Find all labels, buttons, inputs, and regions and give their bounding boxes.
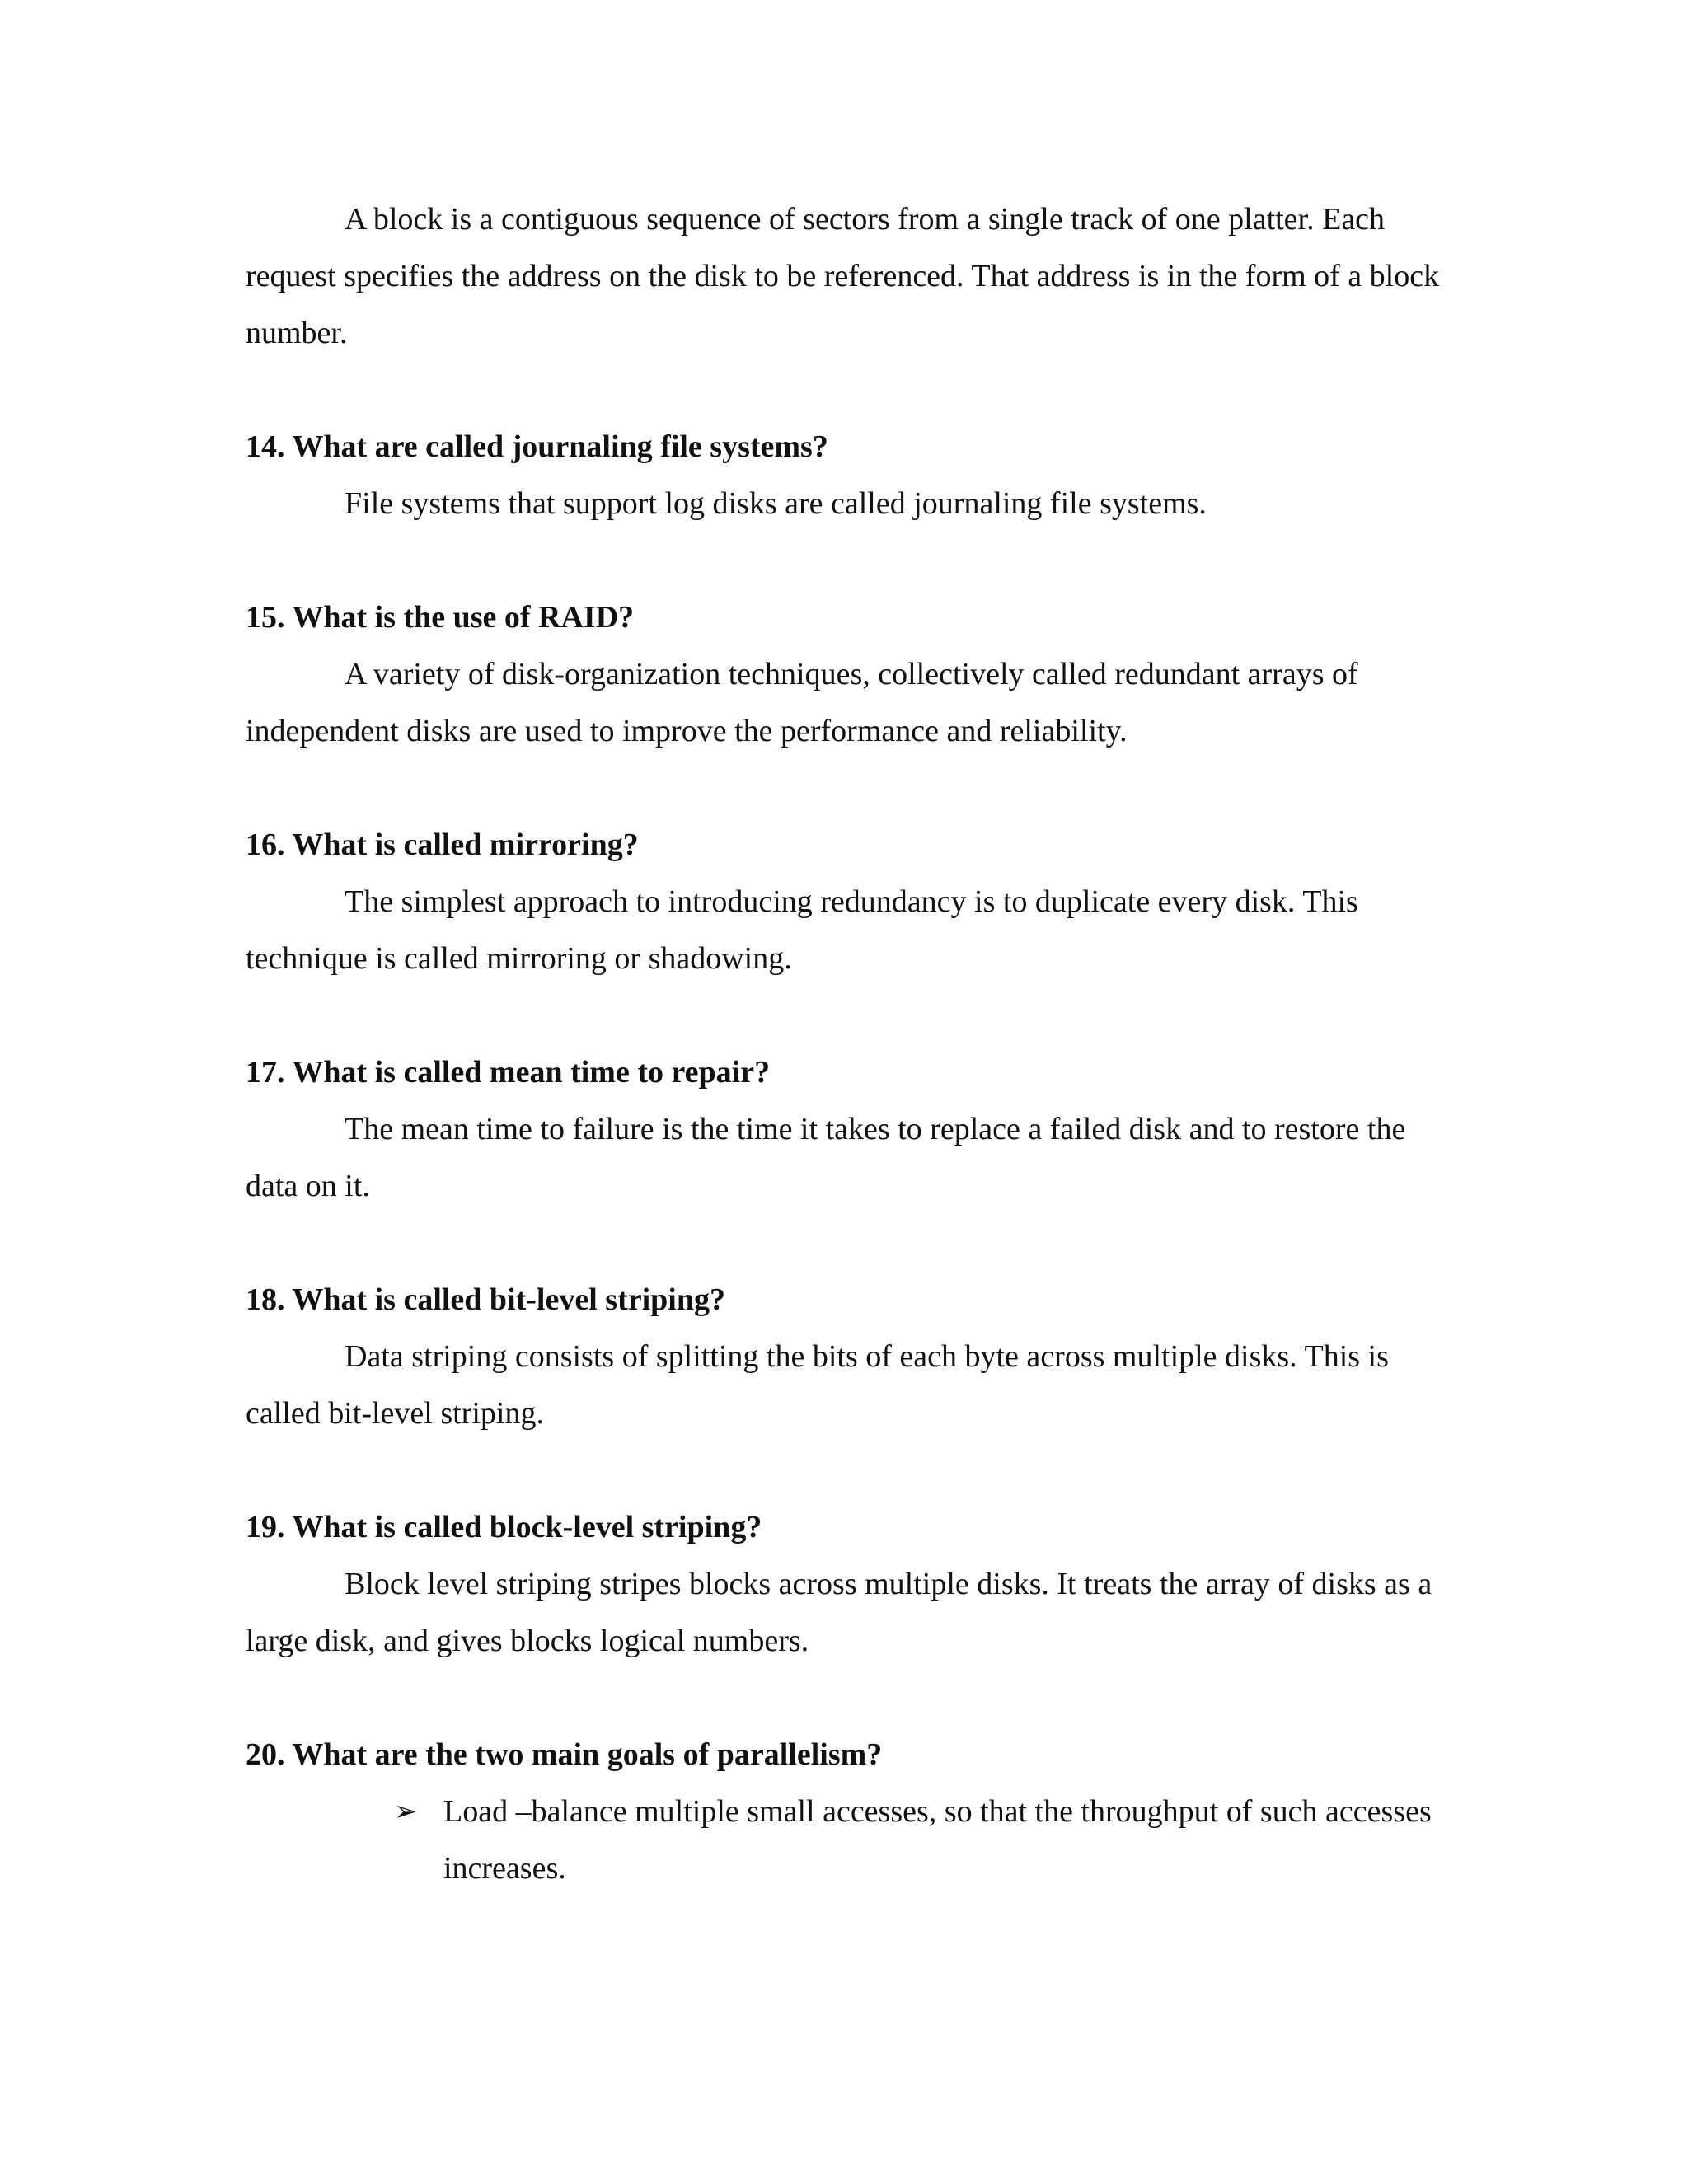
answer-15: A variety of disk-organization techniques, collectively called redundant arrays of independent disks are used to improve the performance and reliability. <box>246 657 1358 748</box>
question-20: 20. What are the two main goals of parallelism? <box>246 1737 883 1772</box>
question-18: 18. What is called bit-level striping? <box>246 1282 725 1317</box>
question-15: 15. What is the use of RAID? <box>246 600 635 635</box>
spacer <box>246 1670 1449 1727</box>
question-16: 16. What is called mirroring? <box>246 827 639 862</box>
bullet-text: Load –balance multiple small accesses, so that the throughput of such accesses increases. <box>443 1794 1432 1886</box>
answer-20-list <box>246 1783 1449 1897</box>
arrow-bullet-icon: ➢ <box>394 1797 418 1827</box>
spacer <box>246 362 1449 419</box>
spacer <box>246 760 1449 817</box>
spacer <box>246 532 1449 589</box>
question-17: 17. What is called mean time to repair? <box>246 1055 771 1090</box>
answer-14: File systems that support log disks are called journaling file systems. <box>345 486 1207 521</box>
question-19: 19. What is called block-level striping? <box>246 1510 762 1544</box>
spacer <box>246 987 1449 1044</box>
answer-18: Data striping consists of splitting the bits of each byte across multiple disks. This is called bit-level striping. <box>246 1339 1389 1431</box>
answer-16: The simplest approach to introducing redundancy is to duplicate every disk. This technique is called mirroring or shadowing. <box>246 884 1358 976</box>
page-content <box>246 191 1449 1897</box>
intro-paragraph: A block is a contiguous sequence of sectors from a single track of one platter. Each request specifies the address on the disk to be referenced. That address is in the form of a block number. <box>246 202 1440 350</box>
question-14: 14. What are called journaling file systems? <box>246 429 828 464</box>
answer-19: Block level striping stripes blocks across multiple disks. It treats the array of disks as a large disk, and gives blocks logical numbers. <box>246 1567 1432 1658</box>
list-item <box>246 1783 1449 1897</box>
spacer <box>246 1442 1449 1499</box>
spacer <box>246 1215 1449 1272</box>
answer-17: The mean time to failure is the time it takes to replace a failed disk and to restore the data on it. <box>246 1112 1406 1203</box>
